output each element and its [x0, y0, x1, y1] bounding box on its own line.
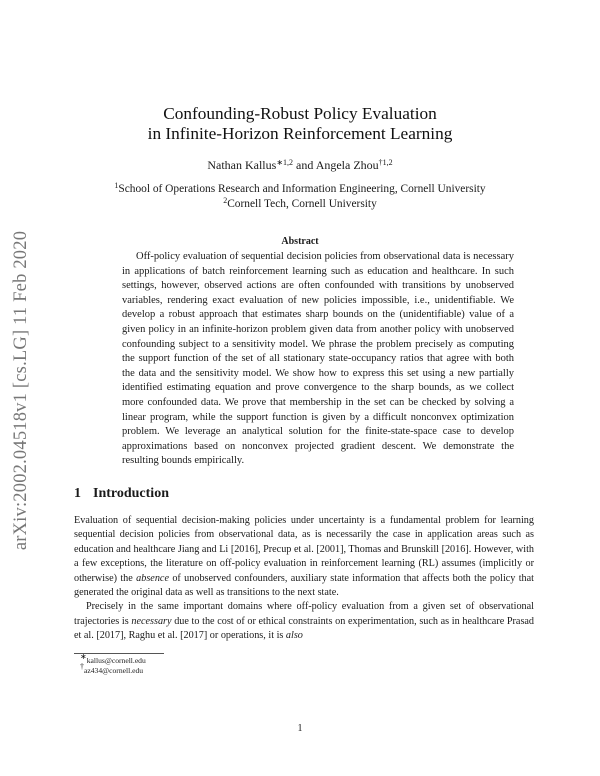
author-1-marks: ∗1,2 — [276, 158, 294, 167]
affiliation-1-text: School of Operations Research and Information Engineering, Cornell University — [118, 183, 486, 195]
author-2-marks: †1,2 — [378, 158, 393, 167]
paragraph-2-emphasis-2: also — [285, 630, 303, 642]
abstract-body: Off-policy evaluation of sequential decision policies from observational data is necessary in applications of batch reinforcement learning such as education and healthcare. In such settings, however, observed actions are often confounded with transitions by unobserved variables, rendering exact evaluation of new policies impossible, i.e., unidentifiable. We develop a robust approach that estimates sharp bounds on the (unidentifiable) value of a given policy in an infinite-horizon problem given data from another policy with unobserved confounding subject to a sensitivity model. We phrase the problem precisely as computing the support function of the set of all stationary state-occupancy ratios that agree with both the data and the sensitivity model. We show how to express this set using a new partially identified estimating equation and prove convergence to the sharp bounds, as we collect more confounded data. We prove that membership in the set can be checked by solving a linear program, while the support function is given by a difficult nonconvex optimization problem. We leverage an analytical solution for the finite-state-space case to develop approximations based on nonconvex projected gradient descent. We demonstrate the resulting bounds empirically. — [122, 251, 514, 467]
paragraph-2 — [74, 600, 534, 643]
paragraph-2-text-a: Precisely in the same important domains where off-policy evaluation from a given set of observational trajectories is — [74, 601, 534, 627]
affiliation-2-text: Cornell Tech, Cornell University — [227, 198, 377, 210]
footnote-1 — [80, 652, 146, 666]
footnotes — [80, 652, 146, 676]
section-number: 1 — [74, 486, 81, 501]
arxiv-sidebar-stamp — [4, 210, 40, 570]
introduction-body — [74, 514, 534, 644]
affiliation-1 — [60, 182, 540, 197]
footnote-1-mark: ∗ — [80, 652, 87, 661]
paragraph-1-text-a: Evaluation of sequential decision-making policies under uncertainty is a fundamental problem for learning sequential decision policies from observational data, as is necessarily the case in application areas such as education and healthcare Jiang and Li [2016], Precup et al. [2001], Thomas and Brunskill [2016]. However, with a few exceptions, the literature on off-policy evaluation in reinforcement learning (RL) assumes (implicitly or otherwise) the — [74, 515, 534, 584]
affiliation-1-mark: 1 — [114, 181, 119, 190]
section-heading-introduction — [74, 486, 169, 502]
footnote-2-mark: † — [80, 662, 84, 671]
paragraph-2-emphasis-1: necessary — [131, 615, 172, 627]
paragraph-1 — [74, 514, 534, 600]
footnote-divider — [74, 653, 164, 654]
paper-title — [60, 104, 540, 144]
author-2: Angela Zhou — [315, 158, 379, 172]
abstract-heading: Abstract — [281, 236, 319, 247]
affiliations — [60, 182, 540, 212]
title-line-2: in Infinite-Horizon Reinforcement Learning — [147, 124, 453, 143]
section-title: Introduction — [93, 486, 169, 501]
title-line-1: Confounding-Robust Policy Evaluation — [163, 104, 437, 123]
author-conjunction: and — [296, 158, 314, 172]
author-line — [60, 158, 540, 173]
paragraph-1-text-b: of unobserved confounders, auxiliary state information that affects both the policy that generated the original data as well as transitions to the next state. — [74, 572, 535, 599]
footnote-1-text: kallus@cornell.edu — [86, 656, 146, 665]
footnote-2 — [80, 662, 146, 676]
affiliation-2 — [60, 197, 540, 212]
paragraph-2-text-b: due to the cost of or ethical constraints on experimentation, such as in healthcare Prasad et al. [2017], Raghu et al. [2017] or operations, it is — [74, 615, 535, 642]
page-number: 1 — [297, 723, 303, 734]
paragraph-1-emphasis: absence — [136, 572, 169, 584]
author-1: Nathan Kallus — [207, 158, 277, 172]
arxiv-id: arXiv:2002.04518v1 [cs.LG] 11 Feb 2020 — [11, 230, 32, 550]
footnote-2-text: az434@cornell.edu — [84, 666, 144, 675]
affiliation-2-mark: 2 — [223, 196, 228, 205]
